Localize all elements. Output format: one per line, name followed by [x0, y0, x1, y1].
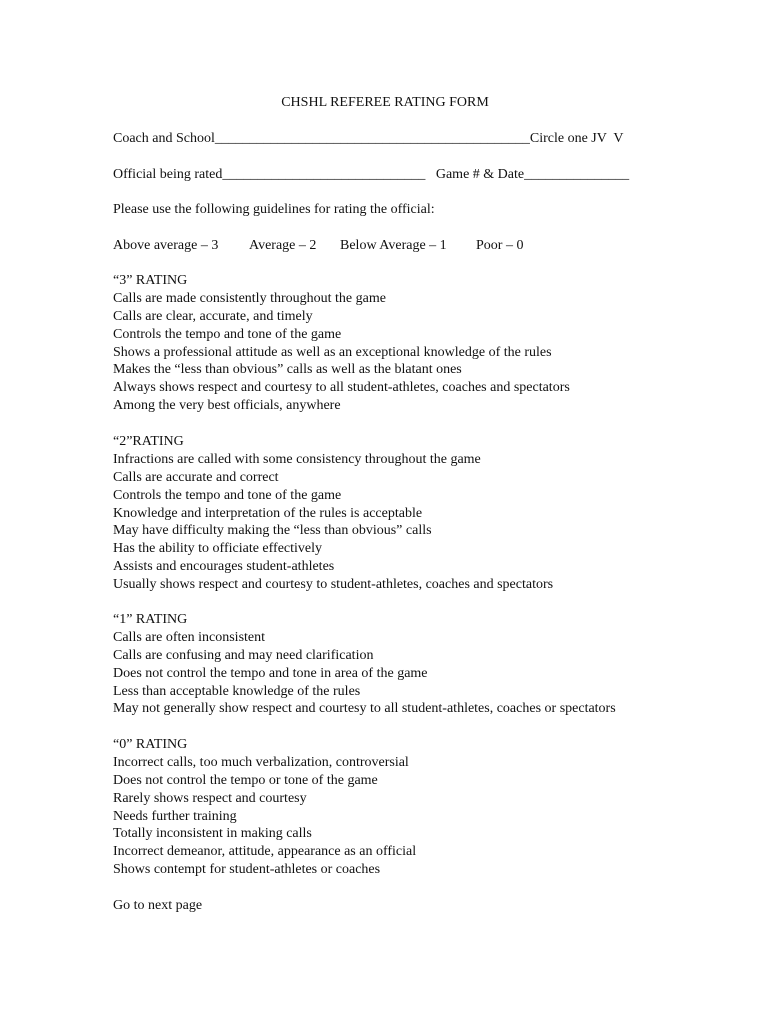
rating-2-item: May have difficulty making the “less than obvious” calls: [113, 523, 432, 539]
rating-2-item: Has the ability to officiate effectively: [113, 541, 323, 557]
rating-0-item: Needs further training: [113, 808, 237, 824]
rating-1-item: Calls are often inconsistent: [113, 629, 266, 645]
rating-0-item: Incorrect calls, too much verbalization, controversial: [113, 754, 409, 770]
rating-1-item: May not generally show respect and courtesy to all student-athletes, coaches or spectators: [113, 701, 616, 717]
rating-3-item: Makes the “less than obvious” calls as well as the blatant ones: [113, 362, 462, 378]
instructions-text: Please use the following guidelines for rating the official:: [113, 202, 435, 217]
rating-1-section: [113, 611, 616, 718]
rating-3-heading: “3” RATING: [113, 273, 188, 288]
official-game-line: Official being rated_____________________________ Game # & Date_______________: [113, 167, 630, 182]
rating-3-item: Always shows respect and courtesy to all student-athletes, coaches and spectators: [113, 380, 570, 396]
rating-2-item: Usually shows respect and courtesy to student-athletes, coaches and spectators: [113, 577, 554, 593]
rating-3-section: [113, 272, 570, 415]
rating-0-item: Incorrect demeanor, attitude, appearance as an official: [113, 844, 417, 860]
form-title: CHSHL REFEREE RATING FORM: [281, 95, 489, 110]
rating-3-item: Among the very best officials, anywhere: [113, 398, 341, 414]
rating-2-section: [113, 433, 553, 594]
rating-0-heading: “0” RATING: [113, 737, 188, 752]
rating-2-heading: “2”RATING: [113, 434, 184, 449]
next-page-note: Go to next page: [113, 898, 203, 913]
rating-3-item: Calls are made consistently throughout the game: [113, 290, 386, 306]
rating-1-item: Less than acceptable knowledge of the rules: [113, 683, 361, 699]
rating-2-item: Infractions are called with some consistency throughout the game: [113, 451, 481, 467]
rating-1-heading: “1” RATING: [113, 612, 188, 627]
rating-0-item: Shows contempt for student-athletes or coaches: [113, 862, 381, 878]
rating-3-item: Shows a professional attitude as well as an exceptional knowledge of the rules: [113, 344, 552, 360]
rating-2-item: Assists and encourages student-athletes: [113, 559, 335, 575]
rating-2-item: Knowledge and interpretation of the rules is acceptable: [113, 505, 423, 521]
rating-0-item: Totally inconsistent in making calls: [113, 826, 312, 842]
rating-0-section: [113, 736, 416, 879]
rating-0-item: Rarely shows respect and courtesy: [113, 790, 307, 806]
rating-1-item: Does not control the tempo and tone in area of the game: [113, 665, 428, 681]
scale-above-average: Above average – 3: [113, 238, 219, 253]
scale-below-average: Below Average – 1: [340, 238, 447, 253]
rating-3-item: Calls are clear, accurate, and timely: [113, 308, 313, 324]
scale-average: Average – 2: [249, 238, 317, 253]
rating-1-item: Calls are confusing and may need clarification: [113, 647, 374, 663]
rating-0-item: Does not control the tempo or tone of the game: [113, 772, 378, 788]
rating-2-item: Controls the tempo and tone of the game: [113, 487, 342, 503]
rating-3-item: Controls the tempo and tone of the game: [113, 326, 342, 342]
coach-school-line: Coach and School_____________________________________________Circle one JV V: [113, 131, 624, 146]
rating-2-item: Calls are accurate and correct: [113, 469, 279, 485]
scale-poor: Poor – 0: [476, 238, 524, 253]
